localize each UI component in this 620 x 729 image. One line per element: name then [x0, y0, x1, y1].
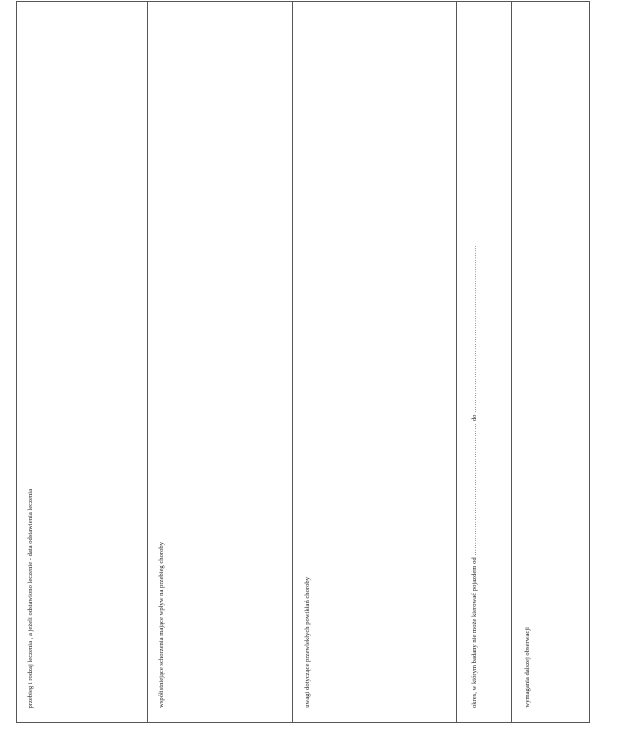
column-complications: [293, 2, 457, 722]
label-comorbidities: współistniejące schorzenia mające wpływ na przebieg choroby: [158, 542, 165, 708]
driving-ban-to-field[interactable]: ………………………………………………………………: [471, 244, 478, 413]
driving-ban-from-field[interactable]: …………………………………………………: [471, 422, 478, 556]
driving-ban-to-word: do: [471, 414, 478, 422]
label-treatment: przebieg i rodzaj leczenia , a jeżeli odstawiono leczenie - data odstawienia leczenia: [27, 488, 34, 708]
column-treatment: [17, 2, 148, 722]
driving-ban-prefix: okres, w którym badany nie może kierować pojazdem od: [471, 557, 478, 708]
column-comorbidities: [148, 2, 293, 722]
column-driving-ban-period: [457, 2, 512, 722]
label-complications: uwagi dotyczące przewlekłych powikłań choroby: [304, 577, 311, 708]
column-further-observation: [512, 2, 589, 722]
medical-form-table: [16, 1, 590, 723]
label-further-observation: wymagania dalszej obserwacji: [524, 627, 531, 708]
label-driving-ban-period: [470, 245, 479, 708]
